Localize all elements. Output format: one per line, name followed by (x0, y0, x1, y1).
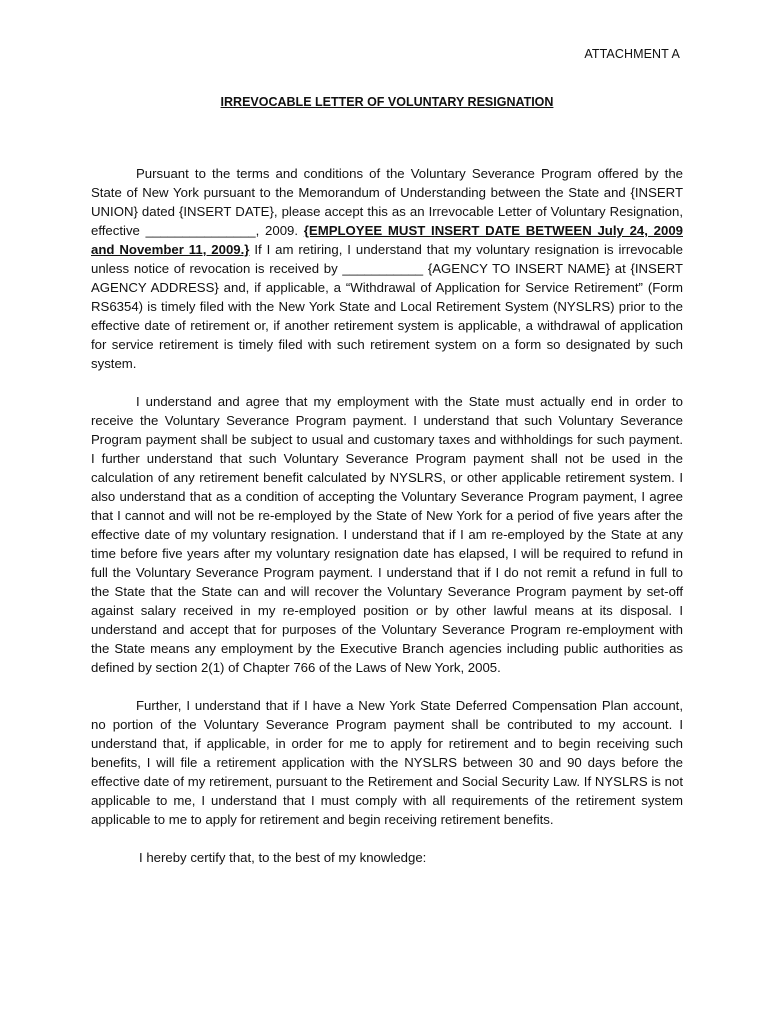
attachment-label: ATTACHMENT A (584, 47, 680, 61)
paragraph-employment-end: I understand and agree that my employment with the State must actually end in order to receive the Voluntary Severance Program payment. I understand that such Voluntary Severance Program payment shall be subject to usual and customary taxes and withholdings for such payment. I further understand that such Voluntary Severance Program payment shall not be used in the calculation of any retirement benefit calculated by NYSLRS, or other applicable retirement system. I also understand that as a condition of accepting the Voluntary Severance Program payment, I agree that I cannot and will not be re-employed by the State of New York for a period of five years after the effective date of my voluntary resignation. I understand that if I am re-employed by the State at any time before five years after my voluntary resignation date has elapsed, I will be required to refund in full the Voluntary Severance Program payment. I understand that if I do not remit a refund in full to the State that the State can and will recover the Voluntary Severance Program payment by set-off against salary received in my re-employed position or by other lawful means at its disposal. I understand and accept that for purposes of the Voluntary Severance Program re-employment with the State means any employment by the Executive Branch agencies including public authorities as defined by section 2(1) of Chapter 766 of the Laws of New York, 2005. (91, 394, 683, 675)
document-title: IRREVOCABLE LETTER OF VOLUNTARY RESIGNATION (220, 95, 554, 109)
paragraph-resignation-text-a: Pursuant to the terms and conditions of the Voluntary Severance Program offered by the State of New York pursuant to the Memorandum of Understanding between the State and {INSERT UNION} dated {INSERT DATE}, please accept this as an Irrevocable Letter of Voluntary Resignation, effective _______________, 2009. (91, 166, 683, 238)
paragraph-resignation (91, 164, 683, 373)
date-instruction-emphasis: {EMPLOYEE MUST INSERT DATE BETWEEN July 24, 2009 and November 11, 2009.} (91, 223, 683, 257)
paragraph-deferred-compensation: Further, I understand that if I have a New York State Deferred Compensation Plan account, no portion of the Voluntary Severance Program payment shall be contributed to my account. I understand that, if applicable, in order for me to apply for retirement and to begin receiving such benefits, I will file a retirement application with the NYSLRS between 30 and 90 days before the effective date of my retirement, pursuant to the Retirement and Social Security Law. If NYSLRS is not applicable to me, I understand that I must comply with all requirements of the retirement system applicable to me to apply for retirement and begin receiving retirement benefits. (91, 698, 683, 827)
letter-body (91, 164, 683, 867)
paragraph-certification: I hereby certify that, to the best of my knowledge: (139, 850, 427, 865)
paragraph-resignation-text-b: If I am retiring, I understand that my voluntary resignation is irrevocable unless notice of revocation is received by ___________ {AGENCY TO INSERT NAME} at {INSERT AGENCY ADDRESS} and, if applicable, a “Withdrawal of Application for Service Retirement” (Form RS6354) is timely filed with the New York State and Local Retirement System (NYSLRS) prior to the effective date of retirement or, if another retirement system is applicable, a withdrawal of application for service retirement is timely filed with such retirement system on a form so designated by such system. (91, 242, 684, 371)
